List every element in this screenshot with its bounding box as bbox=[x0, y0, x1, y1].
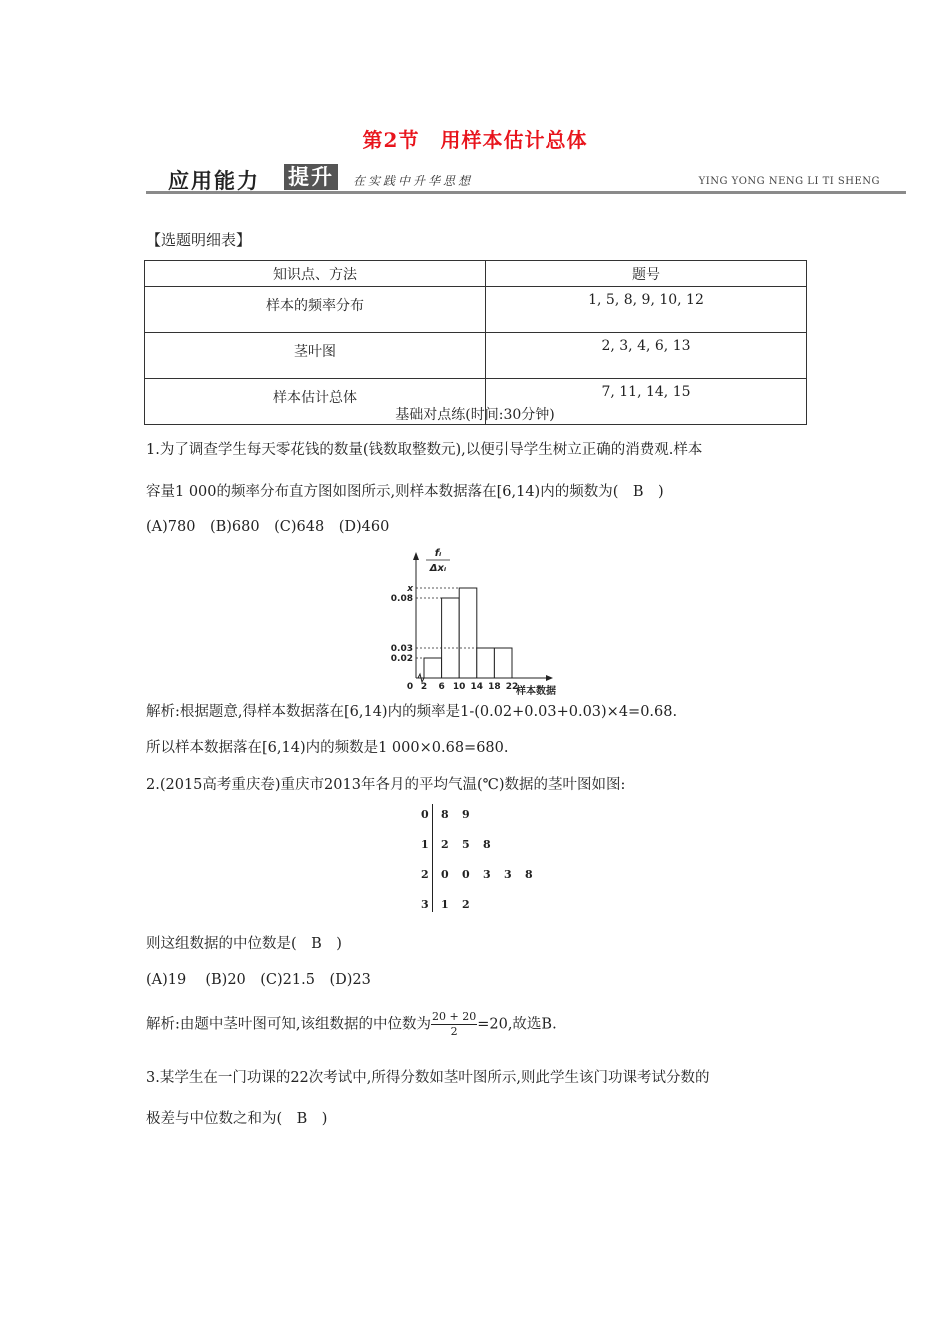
table-cell: 样本估计总体 bbox=[145, 379, 486, 425]
frequency-histogram bbox=[386, 546, 566, 698]
table-row bbox=[145, 287, 807, 333]
y-axis-label-numerator: fᵢ bbox=[434, 548, 442, 559]
x-tick-label: 6 bbox=[438, 682, 445, 692]
q2-options: (A)19 (B)20 (C)21.5 (D)23 bbox=[146, 972, 371, 988]
table-header-cell: 题号 bbox=[486, 261, 807, 287]
stem-value: 2 bbox=[421, 868, 429, 881]
section-banner bbox=[146, 162, 906, 196]
histogram-bar bbox=[442, 598, 460, 678]
table-cell: 2, 3, 4, 6, 13 bbox=[486, 333, 807, 379]
y-tick-label: 0.02 bbox=[390, 654, 413, 664]
banner-main-text: 应用能力 bbox=[168, 169, 260, 193]
y-tick-label: 0.03 bbox=[390, 644, 413, 654]
q1-solution-line2: 所以样本数据落在[6,14)内的频数是1 000×0.68=680. bbox=[146, 740, 509, 756]
x-axis-arrow bbox=[546, 675, 553, 681]
q2-solution bbox=[146, 1010, 557, 1039]
fraction bbox=[431, 1010, 477, 1039]
q2-solution-prefix: 解析:由题中茎叶图可知,该组数据的中位数为 bbox=[146, 1016, 431, 1033]
table-cell: 7, 11, 14, 15 bbox=[486, 379, 807, 425]
x-tick-label: 22 bbox=[505, 682, 519, 692]
q1-stem-line1: 1.为了调查学生每天零花钱的数量(钱数取整数元),以便引导学生树立正确的消费观.样本 bbox=[146, 442, 703, 458]
leaf-value: 8 bbox=[441, 808, 449, 821]
stem-value: 1 bbox=[421, 838, 429, 851]
q1-solution-line1: 解析:根据题意,得样本数据落在[6,14)内的频率是1-(0.02+0.03+0.03)×4=0.68. bbox=[146, 704, 678, 720]
leaf-value: 8 bbox=[525, 868, 533, 881]
q1-stem-line2: 容量1 000的频率分布直方图如图所示,则样本数据落在[6,14)内的频数为( B ) bbox=[146, 484, 664, 500]
y-axis-label-denominator: Δxᵢ bbox=[429, 563, 447, 574]
banner-subtitle: 在实践中升华思想 bbox=[353, 174, 474, 188]
banner-boxed-text: 提升 bbox=[284, 164, 338, 190]
detail-table-title: 【选题明细表】 bbox=[146, 231, 252, 249]
leaf-value: 1 bbox=[441, 898, 449, 911]
histogram-bar bbox=[477, 648, 495, 678]
stem-value: 3 bbox=[421, 898, 429, 911]
histogram-bar bbox=[459, 588, 477, 678]
q2-question: 则这组数据的中位数是( B ) bbox=[146, 936, 342, 952]
y-tick-label: x bbox=[407, 584, 413, 594]
x-tick-label: 10 bbox=[452, 682, 466, 692]
section-label: 基础对点练(时间:30分钟) bbox=[395, 407, 555, 423]
table-cell: 样本的频率分布 bbox=[145, 287, 486, 333]
fraction-numerator: 20 + 20 bbox=[432, 1010, 477, 1023]
page-title: 第2节 用样本估计总体 bbox=[362, 128, 588, 152]
x-axis-label: 样本数据 bbox=[516, 686, 556, 697]
x-tick-label: 2 bbox=[420, 682, 428, 692]
x-tick-label: 14 bbox=[470, 682, 484, 692]
stem-value: 0 bbox=[421, 808, 429, 821]
leaf-value: 2 bbox=[462, 898, 470, 911]
leaf-value: 3 bbox=[504, 868, 512, 881]
banner-pinyin: YING YONG NENG LI TI SHENG bbox=[698, 176, 880, 187]
x-tick-label: 0 bbox=[406, 682, 414, 692]
banner-rule bbox=[146, 191, 906, 194]
q3-stem-line2: 极差与中位数之和为( B ) bbox=[146, 1111, 328, 1127]
q2-stem: 2.(2015高考重庆卷)重庆市2013年各月的平均气温(℃)数据的茎叶图如图: bbox=[146, 777, 626, 793]
leaf-value: 0 bbox=[441, 868, 449, 881]
fraction-denominator: 2 bbox=[450, 1025, 458, 1038]
detail-table bbox=[144, 260, 807, 425]
q2-solution-suffix: =20,故选B. bbox=[477, 1016, 557, 1033]
histogram-bar bbox=[424, 658, 442, 678]
table-header-row bbox=[145, 261, 807, 287]
leaf-value: 8 bbox=[483, 838, 491, 851]
table-row bbox=[145, 333, 807, 379]
q1-options: (A)780 (B)680 (C)648 (D)460 bbox=[146, 519, 390, 535]
table-cell: 1, 5, 8, 9, 10, 12 bbox=[486, 287, 807, 333]
x-tick-label: 18 bbox=[488, 682, 501, 692]
table-header-cell: 知识点、方法 bbox=[145, 261, 486, 287]
stem-leaf-plot bbox=[415, 804, 555, 914]
y-axis-arrow bbox=[413, 552, 419, 560]
leaf-value: 5 bbox=[462, 838, 470, 851]
leaf-value: 2 bbox=[441, 838, 449, 851]
table-cell: 茎叶图 bbox=[145, 333, 486, 379]
stem-leaf-divider bbox=[432, 804, 433, 912]
leaf-value: 9 bbox=[462, 808, 470, 821]
histogram-bar bbox=[494, 648, 512, 678]
leaf-value: 0 bbox=[462, 868, 470, 881]
q3-stem-line1: 3.某学生在一门功课的22次考试中,所得分数如茎叶图所示,则此学生该门功课考试分数的 bbox=[146, 1070, 710, 1086]
y-tick-label: 0.08 bbox=[390, 594, 413, 604]
leaf-value: 3 bbox=[483, 868, 491, 881]
